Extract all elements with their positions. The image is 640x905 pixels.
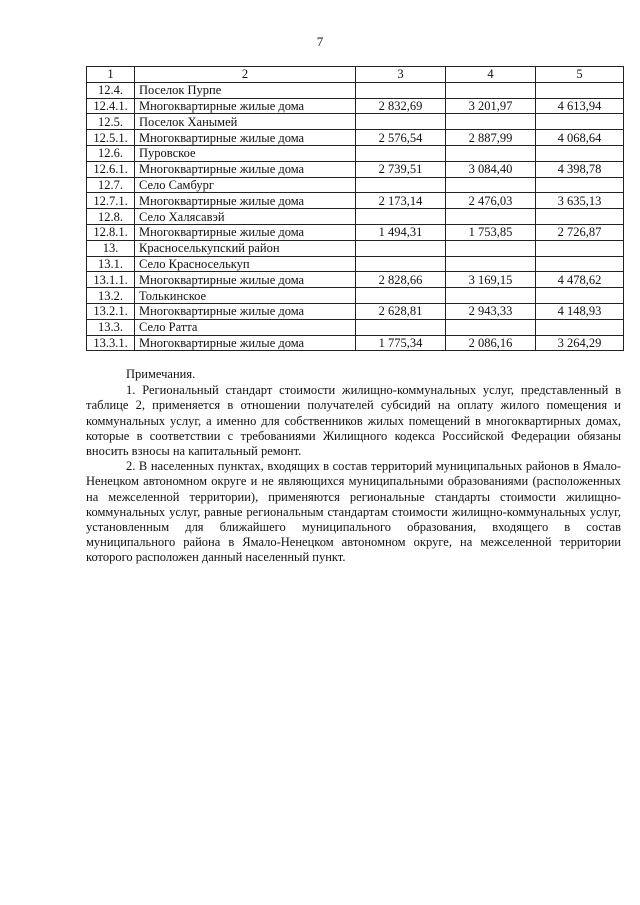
table-row [87,335,624,351]
table-row [87,240,624,256]
table-row [87,98,624,114]
row-name-cell: Многоквартирные жилые дома [135,335,356,351]
value-cell-col4 [446,319,536,335]
value-cell-col3: 2 739,51 [356,161,446,177]
housing-cost-standards-table [86,66,624,351]
row-number-cell: 12.5. [87,114,135,130]
column-header: 4 [446,67,536,83]
value-cell-col5 [536,288,624,304]
value-cell-col3: 2 628,81 [356,303,446,319]
value-cell-col4 [446,114,536,130]
row-number-cell: 12.6. [87,145,135,161]
column-header: 2 [135,67,356,83]
value-cell-col4: 2 476,03 [446,193,536,209]
table-header-row [87,67,624,83]
row-number-cell: 13.3. [87,319,135,335]
value-cell-col3: 2 832,69 [356,98,446,114]
table-row [87,288,624,304]
value-cell-col5: 2 726,87 [536,224,624,240]
value-cell-col4: 3 169,15 [446,272,536,288]
value-cell-col5 [536,240,624,256]
value-cell-col5: 4 148,93 [536,303,624,319]
value-cell-col5: 4 068,64 [536,130,624,146]
value-cell-col3 [356,82,446,98]
row-name-cell: Толькинское [135,288,356,304]
value-cell-col3 [356,145,446,161]
row-name-cell: Многоквартирные жилые дома [135,272,356,288]
column-header: 5 [536,67,624,83]
value-cell-col4: 2 943,33 [446,303,536,319]
value-cell-col5 [536,209,624,225]
value-cell-col3 [356,288,446,304]
value-cell-col3 [356,240,446,256]
table-row [87,224,624,240]
row-number-cell: 13.3.1. [87,335,135,351]
value-cell-col3: 1 775,34 [356,335,446,351]
table-body [87,82,624,351]
row-name-cell: Многоквартирные жилые дома [135,193,356,209]
row-name-cell: Поселок Пурпе [135,82,356,98]
value-cell-col3: 2 173,14 [356,193,446,209]
value-cell-col3 [356,319,446,335]
table-row [87,130,624,146]
value-cell-col4: 1 753,85 [446,224,536,240]
row-number-cell: 12.8.1. [87,224,135,240]
row-number-cell: 12.5.1. [87,130,135,146]
row-name-cell: Многоквартирные жилые дома [135,98,356,114]
row-number-cell: 13. [87,240,135,256]
value-cell-col3 [356,177,446,193]
row-number-cell: 12.4. [87,82,135,98]
value-cell-col3 [356,114,446,130]
row-name-cell: Многоквартирные жилые дома [135,161,356,177]
value-cell-col4 [446,256,536,272]
notes-section [86,367,621,566]
note-paragraph: 1. Региональный стандарт стоимости жилищно-коммунальных услуг, представленный в таблице 2, применяется в отношении получателей субсидий на оплату жилого помещения и коммунальных услуг, а именно для собственников жилых помещений в многоквартирных домах, которые в соответствии с требованиями Жилищного кодекса Российской Федерации обязаны вносить взносы на капитальный ремонт. [86,383,621,459]
row-name-cell: Село Красноселькуп [135,256,356,272]
value-cell-col4: 2 887,99 [446,130,536,146]
table-row [87,82,624,98]
note-paragraph: 2. В населенных пунктах, входящих в состав территорий муниципальных районов в Ямало-Ненецком автономном округе и не являющихся муниципальными образованиями (расположенных на межселенной территории), применяются региональные стандарты стоимости жилищно-коммунальных услуг, равные региональным стандартам стоимости жилищно-коммунальных услуг, установленным для ближайшего муниципального образования, входящего в состав муниципального района в Ямало-Ненецком автономном округе, на межселенной территории которого расположен данный населенный пункт. [86,459,621,565]
row-name-cell: Многоквартирные жилые дома [135,130,356,146]
value-cell-col5: 4 398,78 [536,161,624,177]
row-number-cell: 12.7.1. [87,193,135,209]
row-number-cell: 12.6.1. [87,161,135,177]
page-number: 7 [316,34,324,49]
row-number-cell: 13.2. [87,288,135,304]
notes-title: Примечания. [126,367,196,381]
row-name-cell: Пуровское [135,145,356,161]
table-row [87,319,624,335]
value-cell-col4: 3 084,40 [446,161,536,177]
row-name-cell: Многоквартирные жилые дома [135,224,356,240]
value-cell-col5 [536,177,624,193]
row-name-cell: Село Халясавэй [135,209,356,225]
row-number-cell: 12.8. [87,209,135,225]
value-cell-col3: 2 828,66 [356,272,446,288]
value-cell-col5 [536,114,624,130]
row-number-cell: 13.1. [87,256,135,272]
value-cell-col4: 3 201,97 [446,98,536,114]
row-name-cell: Поселок Ханымей [135,114,356,130]
value-cell-col3: 2 576,54 [356,130,446,146]
row-name-cell: Красноселькупский район [135,240,356,256]
row-name-cell: Многоквартирные жилые дома [135,303,356,319]
value-cell-col5: 4 613,94 [536,98,624,114]
value-cell-col4 [446,209,536,225]
table-row [87,161,624,177]
value-cell-col3: 1 494,31 [356,224,446,240]
value-cell-col4 [446,145,536,161]
row-number-cell: 13.2.1. [87,303,135,319]
table-row [87,256,624,272]
column-header: 3 [356,67,446,83]
value-cell-col5: 4 478,62 [536,272,624,288]
table-row [87,177,624,193]
row-name-cell: Село Ратта [135,319,356,335]
row-name-cell: Село Самбург [135,177,356,193]
table-row [87,303,624,319]
row-number-cell: 13.1.1. [87,272,135,288]
value-cell-col4 [446,240,536,256]
row-number-cell: 12.4.1. [87,98,135,114]
value-cell-col4 [446,288,536,304]
column-header: 1 [87,67,135,83]
value-cell-col5 [536,256,624,272]
value-cell-col5 [536,145,624,161]
value-cell-col3 [356,209,446,225]
value-cell-col3 [356,256,446,272]
value-cell-col4 [446,82,536,98]
row-number-cell: 12.7. [87,177,135,193]
table-row [87,114,624,130]
table-row [87,272,624,288]
value-cell-col5 [536,82,624,98]
table-row [87,209,624,225]
value-cell-col5: 3 264,29 [536,335,624,351]
value-cell-col5: 3 635,13 [536,193,624,209]
value-cell-col5 [536,319,624,335]
table-row [87,145,624,161]
value-cell-col4 [446,177,536,193]
value-cell-col4: 2 086,16 [446,335,536,351]
table-row [87,193,624,209]
